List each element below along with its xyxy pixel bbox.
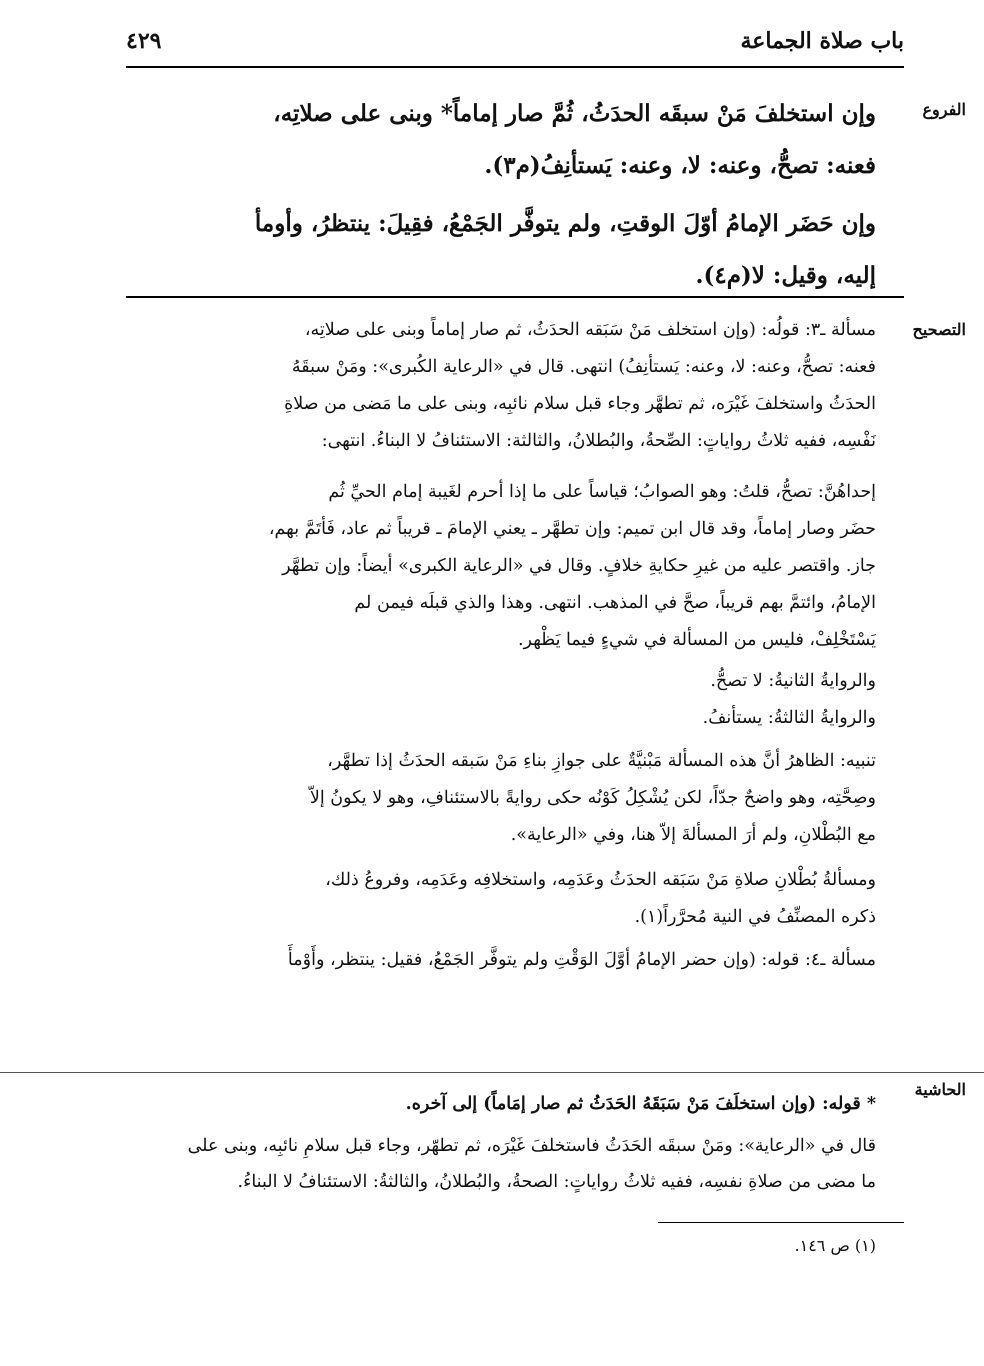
correction-line: حضَر وصار إماماً، وقد قال ابن تميم: وإن تطهَّر ـ يعني الإمامَ ـ قريباً ثم عاد، فَأتَمَّ بهم، [268,519,876,539]
correction-line: يَسْتَخْلِفْ، فليس من المسألة في شيءٍ فيما يَظْهر. [517,630,876,650]
page-number: ٤٢٩ [126,28,162,54]
side-label-furu: الفروع [922,100,966,119]
correction-line: فعنه: تصحُّ، وعنه: لا، وعنه: يَستأنِفُ) انتهى. قال في «الرعاية الكُبرى»: ومَنْ سبقَهُ [291,357,876,377]
footnote: (١) ص ١٤٦. [794,1236,876,1255]
correction-line: الحدَثُ واستخلفَ غَيْرَه، ثم تطهَّر وجاء قبل سلام نائبِه، وبنى على ما مَضى من صلاةِ [284,394,876,414]
correction-line: مسألة ـ٣: قولُه: (وإن استخلف مَنْ سَبَقه الحدَثُ، ثم صار إماماً وبنى على صلاتِه، [304,320,876,340]
page-header [126,22,904,66]
correction-line: ذكره المصنِّفُ في النية مُحرَّراً(١). [634,907,876,927]
main-line: وإن حَضَر الإمامُ أوّلَ الوقتِ، ولم يتوفَّر الجَمْعُ، فقِيلَ: ينتظرُ، وأومأ [254,210,876,237]
correction-line: مع البُطْلانِ، ولم أرَ المسألةَ إلاّ هنا، وفي «الرعاية». [510,825,876,845]
header-rule [126,66,904,68]
main-line: وإن استخلفَ مَنْ سبقَه الحدَثُ، ثُمَّ صار إماماً* وبنى على صلاتِه، [273,100,876,127]
correction-line: تنبيه: الظاهرُ أنَّ هذه المسألة مَبْنيَّةٌ على جوازِ بناءِ مَنْ سَبقه الحدَثُ إذا تطهَّر، [327,751,876,771]
correction-line: وصِحَّتِه، وهو واضحٌ جدّاً، لكن يُشْكِلُ كَوْنُه حكى روايةً بالاستئنافِ، وهو لا يكونُ إلاّ [309,788,876,808]
correction-line: مسألة ـ٤: قوله: (وإن حضر الإمامُ أوَّلَ الوَقْتِ ولم يتوفَّر الجَمْعُ، فقيل: ينتظر، وأَوْمأَ [287,950,876,970]
correction-line: والروايةُ الثانيةُ: لا تصحُّ. [710,671,876,691]
main-text [106,88,876,302]
chapter-title: باب صلاة الجماعة [740,28,904,54]
section-rule [126,296,904,298]
side-label-hashiya: الحاشية [914,1080,966,1099]
main-line: فعنه: تصحُّ، وعنه: لا، وعنه: يَستأنِفُ(م٣). [484,152,876,179]
hashiya-text [106,1086,876,1200]
hashiya-line: ما مضى من صلاةِ نفسِه، ففيه ثلاثُ رواياتٍ: الصحةُ، والبُطلانُ، والثالثةُ: الاستئنافُ لا البناءُ. [237,1172,876,1192]
correction-line: جاز. واقتصر عليه من غيرِ حكايةِ خلافٍ. وقال في «الرعاية الكبرى» أيضاً: وإن تطهَّر [282,556,876,576]
correction-line: إحداهُنَّ: تصحُّ، قلتُ: وهو الصوابُ؛ قياساً على ما إذا أحرم لغَيبة إمام الحيِّ ثُم [328,482,876,502]
correction-line: الإمامُ، وائتمَّ بهم قريباً، صحَّ في المذهب. انتهى. وهذا والذي قبلَه فيمن لم [354,593,876,613]
hashiya-line: * قوله: (وإن استخلَفَ مَنْ سَبَقَهُ الحَدَثُ ثم صار إمَاماً) إلى آخره. [405,1094,876,1114]
correction-line: والروايةُ الثالثةُ: يستأنفُ. [702,708,876,728]
hashiya-rule [0,1072,984,1073]
main-line: إليه، وقيل: لا(م٤). [695,262,876,289]
side-label-tashih: التصحيح [912,320,966,339]
correction-text [106,312,876,979]
correction-line: ومسألةُ بُطْلانِ صلاةِ مَنْ سَبَقه الحدَثُ وعَدَمِه، واستخلافِه وعَدَمِه، وفروعُ ذلك، [325,870,876,890]
correction-line: نَفْسِه، ففيه ثلاثُ رواياتٍ: الصِّحةُ، والبُطلانُ، والثالثة: الاستئنافُ لا البناءُ. انتهى: [321,431,876,451]
footnote-rule [658,1222,904,1223]
hashiya-line: قال في «الرعاية»: ومَنْ سبقَه الحَدَثُ فاستخلفَ غَيْرَه، ثم تطهّر، وجاء قبل سلامِ نائبِه، وبنى على [187,1136,876,1156]
